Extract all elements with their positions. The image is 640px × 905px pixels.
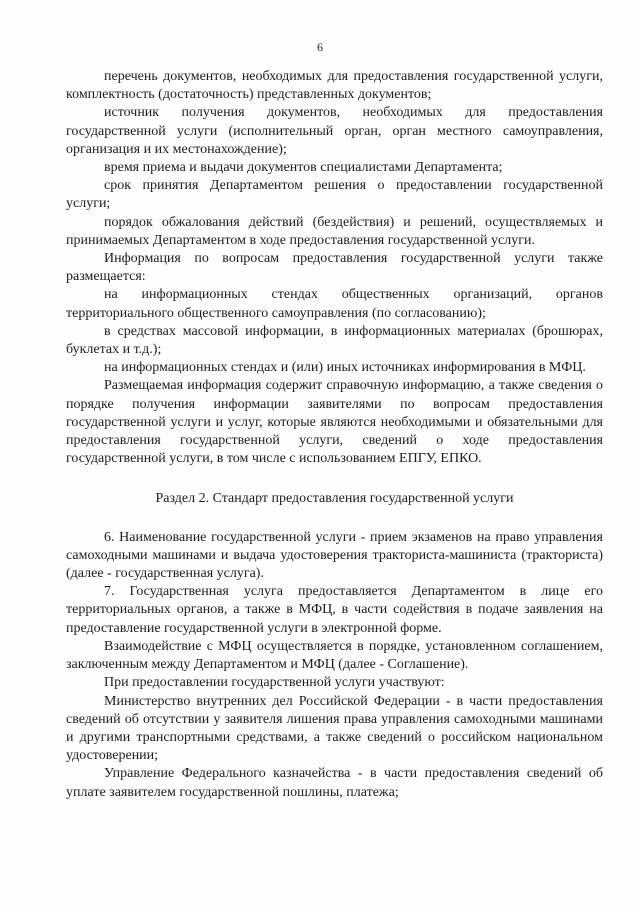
paragraph: Размещаемая информация содержит справочную информацию, а также сведения о порядке получения информации заявителями по вопросам предоставления государственной услуги и услуг, которые являются необходимыми и обязательными для предоставления государственной услуги, сведений о ходе предоставления государственной услуги, в том числе с использованием ЕПГУ, ЕПКО. [66, 378, 603, 467]
paragraph: срок принятия Департаментом решения о предоставлении государственной услуги; [66, 178, 603, 212]
paragraph: источник получения документов, необходимых для предоставления государственной услуги (исполнительный орган, орган местного самоуправления, организация и их местонахождение); [66, 105, 603, 157]
paragraph: 7. Государственная услуга предоставляется Департаментом в лице его территориальных органов, а также в МФЦ, в части содействия в подаче заявления на предоставление государственной услуги в электронной форме. [66, 584, 603, 636]
section-heading: Раздел 2. Стандарт предоставления государственной услуги [155, 491, 514, 507]
paragraph: на информационных стендах общественных организаций, органов территориального общественного самоуправления (по согласованию); [66, 287, 603, 321]
paragraph: порядок обжалования действий (бездействия) и решений, осуществляемых и принимаемых Департаментом в ходе предоставления государственной услуги. [66, 214, 603, 248]
paragraph: Взаимодействие с МФЦ осуществляется в порядке, установленном соглашением, заключенным между Департаментом и МФЦ (далее - Соглашение). [66, 638, 603, 673]
paragraph: на информационных стендах и (или) иных источниках информирования в МФЦ. [104, 360, 586, 376]
paragraph: Информация по вопросам предоставления государственной услуги также размещается: [66, 251, 603, 285]
paragraph: Управление Федерального казначейства - в части предоставления сведений об уплате заявителем государственной пошлины, платежа; [66, 766, 603, 800]
page-number: 6 [317, 40, 323, 54]
paragraph: время приема и выдачи документов специалистами Департамента; [104, 160, 503, 176]
paragraph: 6. Наименование государственной услуги - прием экзаменов на право управления самоходными машинами и выдача удостоверения тракториста-машиниста (тракториста) (далее - государственная услуга). [66, 529, 603, 582]
paragraph: Министерство внутренних дел Российской Федерации - в части предоставления сведений об отсутствии у заявителя лишения права управления самоходными машинами и другими транспортными средствами, а также сведений о российском национальном удостоверении; [66, 693, 603, 764]
paragraph: в средствах массовой информации, в информационных материалах (брошюрах, буклетах и т.д.); [66, 323, 603, 358]
document-body [66, 68, 603, 802]
paragraph: При предоставлении государственной услуги участвуют: [104, 675, 445, 691]
paragraph: перечень документов, необходимых для предоставления государственной услуги, комплектность (достаточность) представленных документов; [66, 69, 603, 103]
